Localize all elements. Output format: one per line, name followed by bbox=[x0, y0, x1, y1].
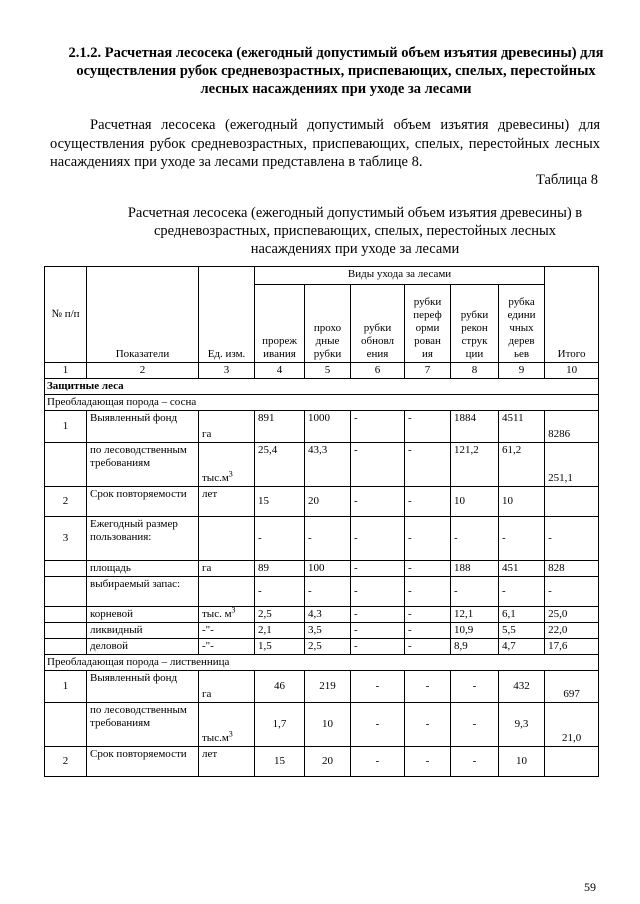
cell: 10,9 bbox=[451, 623, 499, 639]
row-number bbox=[45, 443, 87, 487]
row-number bbox=[45, 577, 87, 607]
row-unit: га bbox=[199, 671, 255, 703]
col-number: 10 bbox=[545, 363, 599, 379]
row-label: Выявленный фонд bbox=[87, 671, 199, 703]
cell: 20 bbox=[305, 747, 351, 777]
row-total: 22,0 bbox=[545, 623, 599, 639]
cell: 2,5 bbox=[305, 639, 351, 655]
cell: - bbox=[351, 443, 405, 487]
section-protective-forests: Защитные леса bbox=[45, 379, 599, 395]
col-number: 9 bbox=[499, 363, 545, 379]
row-label: ликвидный bbox=[87, 623, 199, 639]
cell: - bbox=[351, 607, 405, 623]
cell: 20 bbox=[305, 487, 351, 517]
unit-text: тыс.м bbox=[202, 732, 229, 744]
header-renewal-cuts: рубки обновл ения bbox=[351, 285, 405, 363]
row-total bbox=[545, 487, 599, 517]
cell: - bbox=[255, 517, 305, 561]
subsection-row bbox=[45, 655, 599, 671]
table-row bbox=[45, 487, 599, 517]
row-total: 17,6 bbox=[545, 639, 599, 655]
row-number bbox=[45, 607, 87, 623]
cell: 10 bbox=[305, 703, 351, 747]
row-unit bbox=[199, 443, 255, 487]
table-row bbox=[45, 411, 599, 443]
cell: - bbox=[405, 747, 451, 777]
cell: 5,5 bbox=[499, 623, 545, 639]
cell: - bbox=[405, 517, 451, 561]
row-unit bbox=[199, 703, 255, 747]
table-row bbox=[45, 703, 599, 747]
row-number: 1 bbox=[45, 411, 87, 443]
header-row-1 bbox=[45, 267, 599, 285]
table-row bbox=[45, 577, 599, 607]
table-row bbox=[45, 607, 599, 623]
cell: 219 bbox=[305, 671, 351, 703]
cell: 100 bbox=[305, 561, 351, 577]
row-unit: лет bbox=[199, 747, 255, 777]
cell: 10 bbox=[499, 747, 545, 777]
row-total: 828 bbox=[545, 561, 599, 577]
row-label: корневой bbox=[87, 607, 199, 623]
section-heading: 2.1.2. Расчетная лесосека (ежегодный допустимый объем изъятия древесины) для осуществления рубок средневозрастных, приспевающих, спелых, перестойных лесных насаждениях при уходе за лесами bbox=[68, 45, 604, 97]
row-total: 25,0 bbox=[545, 607, 599, 623]
cell: - bbox=[405, 577, 451, 607]
cell: 188 bbox=[451, 561, 499, 577]
unit-superscript: 3 bbox=[231, 605, 236, 615]
header-passage-cuts: прохо дные рубки bbox=[305, 285, 351, 363]
cell: - bbox=[405, 411, 451, 443]
row-label: по лесоводственным требованиям bbox=[87, 703, 199, 747]
cell: 15 bbox=[255, 747, 305, 777]
row-number: 2 bbox=[45, 487, 87, 517]
row-label: выбираемый запас: bbox=[87, 577, 199, 607]
table-row bbox=[45, 639, 599, 655]
unit-text: тыс.м bbox=[202, 472, 229, 484]
cutting-area-table bbox=[44, 266, 599, 777]
header-unit: Ед. изм. bbox=[199, 267, 255, 363]
cell: 1884 bbox=[451, 411, 499, 443]
cell: 121,2 bbox=[451, 443, 499, 487]
row-label: деловой bbox=[87, 639, 199, 655]
col-number: 1 bbox=[45, 363, 87, 379]
col-number: 3 bbox=[199, 363, 255, 379]
cell: - bbox=[305, 517, 351, 561]
row-total: - bbox=[545, 517, 599, 561]
header-thinning: прореж ивания bbox=[255, 285, 305, 363]
row-unit bbox=[199, 607, 255, 623]
column-numbers-row bbox=[45, 363, 599, 379]
row-total bbox=[545, 747, 599, 777]
table-caption: Расчетная лесосека (ежегодный допустимый объем изъятия древесины) в средневозрастных, приспевающих, спелых, перестойных лесных насаждениях при уходе за лесами bbox=[127, 205, 583, 257]
row-unit: га bbox=[199, 561, 255, 577]
col-number: 4 bbox=[255, 363, 305, 379]
table-row bbox=[45, 561, 599, 577]
cell: 4,3 bbox=[305, 607, 351, 623]
row-unit bbox=[199, 577, 255, 607]
cell: - bbox=[499, 517, 545, 561]
cell: 46 bbox=[255, 671, 305, 703]
cell: 43,3 bbox=[305, 443, 351, 487]
row-number: 3 bbox=[45, 517, 87, 561]
unit-superscript: 3 bbox=[228, 469, 233, 479]
cell: 89 bbox=[255, 561, 305, 577]
subsection-row bbox=[45, 395, 599, 411]
cell: 2,5 bbox=[255, 607, 305, 623]
row-unit: -"- bbox=[199, 639, 255, 655]
table-row bbox=[45, 517, 599, 561]
header-reformation-cuts: рубки переф орми рован ия bbox=[405, 285, 451, 363]
row-total: 21,0 bbox=[545, 703, 599, 747]
page-number: 59 bbox=[584, 880, 596, 894]
cell: 61,2 bbox=[499, 443, 545, 487]
cell: - bbox=[405, 671, 451, 703]
row-number: 1 bbox=[45, 671, 87, 703]
col-number: 7 bbox=[405, 363, 451, 379]
row-total: 251,1 bbox=[545, 443, 599, 487]
cell: - bbox=[405, 703, 451, 747]
row-unit bbox=[199, 517, 255, 561]
col-number: 6 bbox=[351, 363, 405, 379]
row-label: площадь bbox=[87, 561, 199, 577]
cell: 432 bbox=[499, 671, 545, 703]
cell: 6,1 bbox=[499, 607, 545, 623]
table-row bbox=[45, 623, 599, 639]
row-number bbox=[45, 623, 87, 639]
header-care-types: Виды ухода за лесами bbox=[255, 267, 545, 285]
col-number: 5 bbox=[305, 363, 351, 379]
cell: 3,5 bbox=[305, 623, 351, 639]
row-label: Срок повторяемости bbox=[87, 487, 199, 517]
cell: 891 bbox=[255, 411, 305, 443]
cell: 1000 bbox=[305, 411, 351, 443]
row-total: 697 bbox=[545, 671, 599, 703]
row-total: - bbox=[545, 577, 599, 607]
cell: - bbox=[405, 623, 451, 639]
cell: - bbox=[451, 577, 499, 607]
unit-superscript: 3 bbox=[228, 729, 233, 739]
cell: 8,9 bbox=[451, 639, 499, 655]
cell: - bbox=[351, 623, 405, 639]
unit-text: тыс. м bbox=[202, 608, 232, 620]
cell: 9,3 bbox=[499, 703, 545, 747]
row-number bbox=[45, 639, 87, 655]
cell: 4,7 bbox=[499, 639, 545, 655]
cell: 1,5 bbox=[255, 639, 305, 655]
cell: - bbox=[351, 639, 405, 655]
cell: - bbox=[451, 517, 499, 561]
row-unit: -"- bbox=[199, 623, 255, 639]
row-label: по лесоводственным требованиям bbox=[87, 443, 199, 487]
cell: - bbox=[351, 411, 405, 443]
cell: - bbox=[405, 561, 451, 577]
header-total: Итого bbox=[545, 267, 599, 363]
cell: - bbox=[405, 487, 451, 517]
cell: - bbox=[351, 561, 405, 577]
cell: 451 bbox=[499, 561, 545, 577]
cell: - bbox=[451, 703, 499, 747]
cell: - bbox=[405, 607, 451, 623]
cell: 10 bbox=[499, 487, 545, 517]
cell: - bbox=[351, 671, 405, 703]
cell: 12,1 bbox=[451, 607, 499, 623]
cell: 2,1 bbox=[255, 623, 305, 639]
col-number: 2 bbox=[87, 363, 199, 379]
cell: - bbox=[451, 671, 499, 703]
col-number: 8 bbox=[451, 363, 499, 379]
row-label: Ежегодный размер пользования: bbox=[87, 517, 199, 561]
row-total: 8286 bbox=[545, 411, 599, 443]
header-num: № п/п bbox=[45, 267, 87, 363]
header-single-tree-cuts: рубка едини чных дерев ьев bbox=[499, 285, 545, 363]
table-row bbox=[45, 747, 599, 777]
cell: - bbox=[351, 517, 405, 561]
row-number: 2 bbox=[45, 747, 87, 777]
cell: 25,4 bbox=[255, 443, 305, 487]
cell: - bbox=[351, 577, 405, 607]
row-number bbox=[45, 561, 87, 577]
cell: - bbox=[499, 577, 545, 607]
section-row bbox=[45, 379, 599, 395]
cell: - bbox=[351, 487, 405, 517]
row-label: Выявленный фонд bbox=[87, 411, 199, 443]
cell: 4511 bbox=[499, 411, 545, 443]
cell: - bbox=[255, 577, 305, 607]
row-number bbox=[45, 703, 87, 747]
row-label: Срок повторяемости bbox=[87, 747, 199, 777]
header-indicators: Показатели bbox=[87, 267, 199, 363]
table-row bbox=[45, 443, 599, 487]
cell: - bbox=[351, 747, 405, 777]
table-label: Таблица 8 bbox=[535, 172, 598, 188]
subsection-larch: Преобладающая порода – лиственница bbox=[45, 655, 599, 671]
table-row bbox=[45, 671, 599, 703]
subsection-pine: Преобладающая порода – сосна bbox=[45, 395, 599, 411]
body-paragraph: Расчетная лесосека (ежегодный допустимый объем изъятия древесины) для осуществления рубок средневозрастных, приспевающих, спелых, перестойных лесных насаждениях при уходе за лесами представлена в таблице 8. bbox=[50, 117, 600, 170]
cell: - bbox=[451, 747, 499, 777]
cell: - bbox=[405, 639, 451, 655]
cell: 15 bbox=[255, 487, 305, 517]
header-reconstruction-cuts: рубки рекон струк ции bbox=[451, 285, 499, 363]
cell: - bbox=[305, 577, 351, 607]
row-unit: га bbox=[199, 411, 255, 443]
cell: 1,7 bbox=[255, 703, 305, 747]
cell: - bbox=[351, 703, 405, 747]
cell: - bbox=[405, 443, 451, 487]
cell: 10 bbox=[451, 487, 499, 517]
row-unit: лет bbox=[199, 487, 255, 517]
